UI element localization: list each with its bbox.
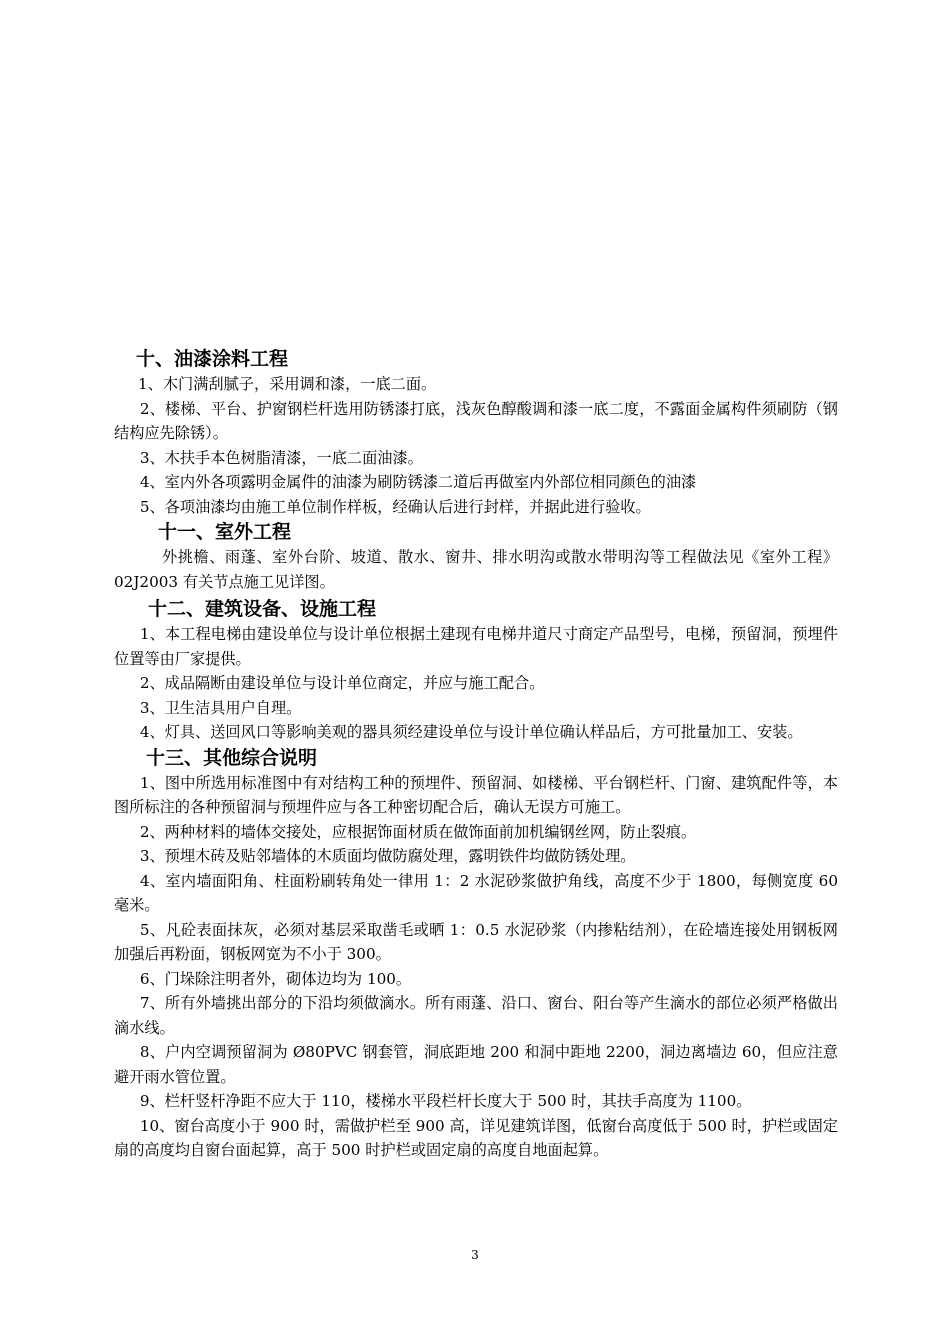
paragraph: 5、凡砼表面抹灰，必须对基层采取凿毛或晒 1：0.5 水泥砂浆（内掺粘结剂），在砼墙连接处用钢板网加强后再粉面，钢板网宽为不小于 300。 [114,920,838,963]
paragraph: 3、卫生洁具用户自理。 [139,698,302,717]
section-heading-general-notes: 十三、其他综合说明 [146,746,318,769]
paragraph: 10、窗台高度小于 900 时，需做护栏至 900 高，详见建筑详图，低窗台高度低于 500 时，护栏或固定扇的高度均自窗台面起算，高于 500 时护栏或固定扇的高度自地面起算。 [114,1116,838,1159]
paragraph: 3、木扶手本色树脂清漆，一底二面油漆。 [139,448,423,467]
paragraph: 7、所有外墙挑出部分的下沿均须做滴水。所有雨蓬、沿口、窗台、阳台等产生滴水的部位必须严格做出滴水线。 [114,994,838,1037]
paragraph: 4、室内外各项露明金属件的油漆为刷防锈漆二道后再做室内外部位相同颜色的油漆 [139,473,697,491]
paragraph: 1、木门满刮腻子，采用调和漆，一底二面。 [138,375,437,393]
paragraph: 4、室内墙面阳角、柱面粉刷转角处一律用 1：2 水泥砂浆做护角线，高度不少于 1800，每侧宽度 60 毫米。 [114,871,838,914]
paragraph: 4、灯具、送回风口等影响美观的器具须经建设单位与设计单位确认样品后，方可批量加工、安装。 [139,723,803,741]
section-heading-exterior: 十一、室外工程 [158,521,292,543]
paragraph: 3、预埋木砖及贴邻墙体的木质面均做防腐处理，露明铁件均做防锈处理。 [139,847,636,865]
paragraph: 6、门垛除注明者外，砌体边均为 100。 [139,969,412,988]
section-heading-paint: 十、油漆涂料工程 [136,348,289,370]
section-heading-equipment: 十二、建筑设备、设施工程 [148,598,377,620]
page-number: 3 [471,1248,479,1262]
paragraph: 5、各项油漆均由施工单位制作样板，经确认后进行封样，并据此进行验收。 [139,497,651,516]
paragraph: 2、成品隔断由建设单位与设计单位商定，并应与施工配合。 [139,674,545,692]
paragraph: 2、楼梯、平台、护窗钢栏杆选用防锈漆打底，浅灰色醇酸调和漆一底二度，不露面金属构件须刷防（钢结构应先除锈）。 [114,399,838,442]
paragraph: 2、两种材料的墙体交接处，应根据饰面材质在做饰面前加机编钢丝网，防止裂痕。 [139,822,697,841]
paragraph: 1、图中所选用标准图中有对结构工种的预埋件、预留洞、如楼梯、平台钢栏杆、门窗、建筑配件等，本图所标注的各种预留洞与预埋件应与各工种密切配合后，确认无误方可施工。 [114,773,838,816]
paragraph: 9、栏杆竖杆净距不应大于 110，楼梯水平段栏杆长度大于 500 时，其扶手高度为 1100。 [139,1092,752,1110]
document-body [114,340,838,1163]
paragraph: 外挑檐、雨蓬、室外台阶、坡道、散水、窗井、排水明沟或散水带明沟等工程做法见《室外工程》02J2003 有关节点施工见详图。 [114,548,838,591]
paragraph: 1、本工程电梯由建设单位与设计单位根据土建现有电梯井道尺寸商定产品型号，电梯，预留洞，预埋件位置等由厂家提供。 [114,625,838,668]
paragraph: 8、户内空调预留洞为 Ø80PVC 钢套管，洞底距地 200 和洞中距地 2200，洞边离墙边 60，但应注意避开雨水管位置。 [114,1043,838,1086]
